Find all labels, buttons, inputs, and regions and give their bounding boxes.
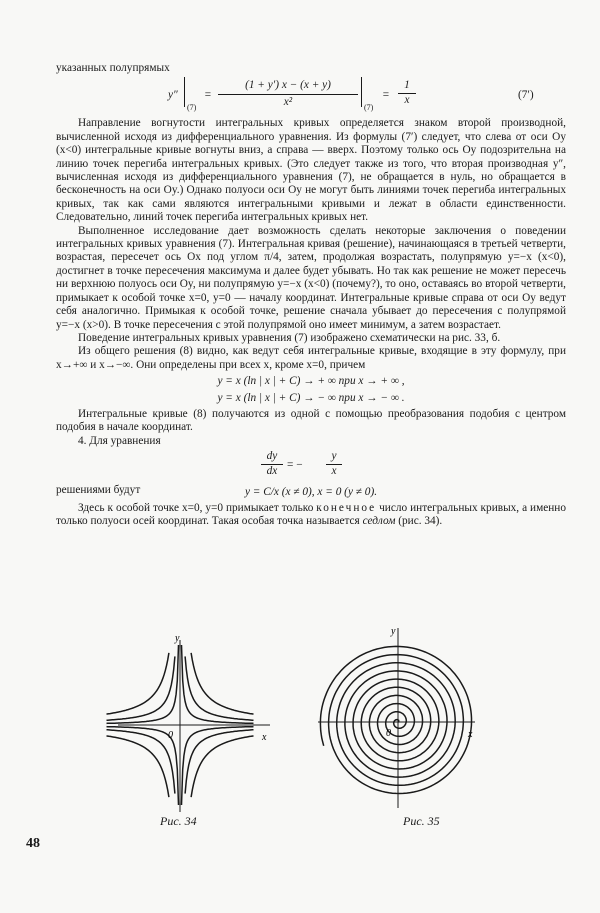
page-number: 48	[26, 836, 40, 851]
eq-equals: =	[204, 89, 212, 102]
diffeq-den-right: x	[331, 464, 337, 477]
eq-numerator-2: 1	[398, 79, 416, 93]
eq-sub-right: (7)	[364, 103, 374, 113]
fig34-caption: Рис. 34	[160, 814, 197, 828]
limit-line-1: y = x (ln | x | + C) → + ∞ при x → + ∞ ,	[217, 375, 405, 388]
p8-part-c: число интегральных кривых, а именно только полуоси осей координат. Такая особая точка называется	[56, 501, 566, 528]
fig35-caption: Рис. 35	[403, 814, 440, 828]
paragraph-4: Из общего решения (8) видно, как ведут себя интегральные кривые, входящие в эту формулу, при x→+∞ и x→−∞. Они определены при всех x, кроме x=0, причем	[56, 345, 566, 371]
paragraph-7: решениями будут	[56, 484, 141, 497]
fig34-hyperbola-curve	[107, 645, 179, 723]
fig34-hyperbola-curve	[182, 727, 254, 805]
eq-label: (7′)	[518, 89, 534, 102]
eval-bar-right	[361, 77, 362, 107]
eq-fraction	[218, 79, 358, 109]
diffeq-den-left: dx	[266, 464, 278, 477]
p8-emphasis-finite: конечное	[316, 501, 377, 514]
eq-denominator-2: x	[404, 93, 410, 106]
eq-equals-2: =	[382, 89, 390, 102]
figure-35	[318, 628, 475, 808]
paragraph-1: Направление вогнутости интегральных кривых определяется знаком второй производной, вычисленной исходя из дифференциального уравнения. Из формулы (7′) следует, что слева от оси Oy (x<0) интегральные кривые вогнуты вниз, а справа — вверх. Поэтому только ось Oy подозрительна на линию точек перегиба интегральных кривых. (Это следует также из того, что вторая производная y″, вычисленная исходя из дифференциального уравнения (7), не обращается в нуль, но обращается в бесконечность на оси Oy.) Однако полуоси оси Oy не могут быть линиями точек перегиба интегральных кривых, так как сами являются интегральными кривыми и лежат в области единственности. Следовательно, линий точек перегиба интегральных кривых нет.	[56, 117, 566, 224]
paragraph-6: 4. Для уравнения	[78, 434, 161, 447]
fig34-hyperbola-curve	[185, 730, 253, 794]
solutions-line: y = C/x (x ≠ 0), x = 0 (y ≠ 0).	[244, 485, 378, 498]
figure-34	[107, 640, 271, 812]
diffeq-mid: = −	[287, 459, 303, 472]
fig34-hyperbola-curve	[107, 730, 175, 794]
fig34-hyperbola-curve	[107, 656, 175, 720]
fig34-hyperbola-curve	[107, 727, 179, 805]
fig34-hyperbola-curve	[107, 653, 169, 714]
diffeq-num-left: dy	[261, 450, 283, 464]
fig34-hyperbola-curve	[191, 736, 253, 797]
p8-part-a: Здесь к особой точке x=0, y=0 примыкает только	[78, 501, 314, 514]
paragraph-0: указанных полупрямых	[56, 62, 170, 74]
limit-line-2: y = x (ln | x | + C) → − ∞ при x → − ∞ .	[217, 391, 405, 404]
paragraph-8	[56, 502, 566, 529]
p8-term-saddle: седлом	[362, 515, 396, 528]
equation-7-prime	[56, 79, 566, 113]
differential-equation	[56, 450, 566, 482]
fig35-x-label: x	[468, 729, 473, 740]
fig35-origin-label: 0	[386, 728, 391, 739]
fig35-y-label: y	[391, 626, 396, 637]
fig34-hyperbola-curve	[182, 645, 254, 723]
fig34-hyperbolas	[107, 645, 254, 805]
p8-part-e: (рис. 34).	[398, 515, 443, 528]
paragraph-5: Интегральные кривые (8) получаются из одной с помощью преобразования подобия с центром подобия в начале координат.	[56, 407, 566, 434]
eq-fraction-2	[398, 79, 416, 107]
diffeq-left-fraction	[261, 450, 283, 478]
fig34-y-label: y	[175, 633, 180, 644]
fig34-hyperbola-curve	[191, 653, 253, 714]
fig35-spiral	[320, 646, 471, 793]
eq-lhs: y″	[168, 89, 178, 102]
eq-numerator: (1 + y′) x − (x + y)	[218, 79, 358, 94]
page-body	[56, 62, 566, 529]
fig34-hyperbola-curve	[185, 656, 253, 720]
eq-denominator: x²	[283, 95, 293, 108]
paragraph-2: Выполненное исследование дает возможность сделать некоторые заключения о поведении интегральных кривых уравнения (7). Интегральная кривая (решение), начинающаяся в третьей четверти, возрастая, пересечет ось Ox под углом π/4, затем, продолжая возрастать, полупрямую y=−x (x<0), достигнет в точке пересечения максимума и далее будет убывать. Но так как решение не может пересечь ни верхнюю полуось оси Oy, ни полупрямую y=−x (x<0) (почему?), то оно, оставаясь во второй четверти, примыкает к особой точке x=0, y=0 — началу координат. Интегральные кривые справа от оси Oy ведут себя аналогично. Примыкая к особой точке, решение сначала убывает до пересечения с полупрямой y=−x (x>0). В точке пересечения с этой полупрямой оно имеет минимум, а затем возрастает.	[56, 224, 566, 331]
diffeq-num-right: y	[326, 450, 342, 464]
paragraph-3: Поведение интегральных кривых уравнения (7) изображено схематически на рис. 33, б.	[78, 331, 501, 344]
eval-bar-left	[184, 77, 185, 107]
fig34-hyperbola-curve	[107, 736, 169, 797]
diffeq-right-fraction	[326, 450, 342, 478]
fig34-origin-label: 0	[168, 730, 173, 741]
fig34-x-label: x	[262, 732, 267, 743]
eq-sub-left: (7)	[187, 103, 197, 113]
